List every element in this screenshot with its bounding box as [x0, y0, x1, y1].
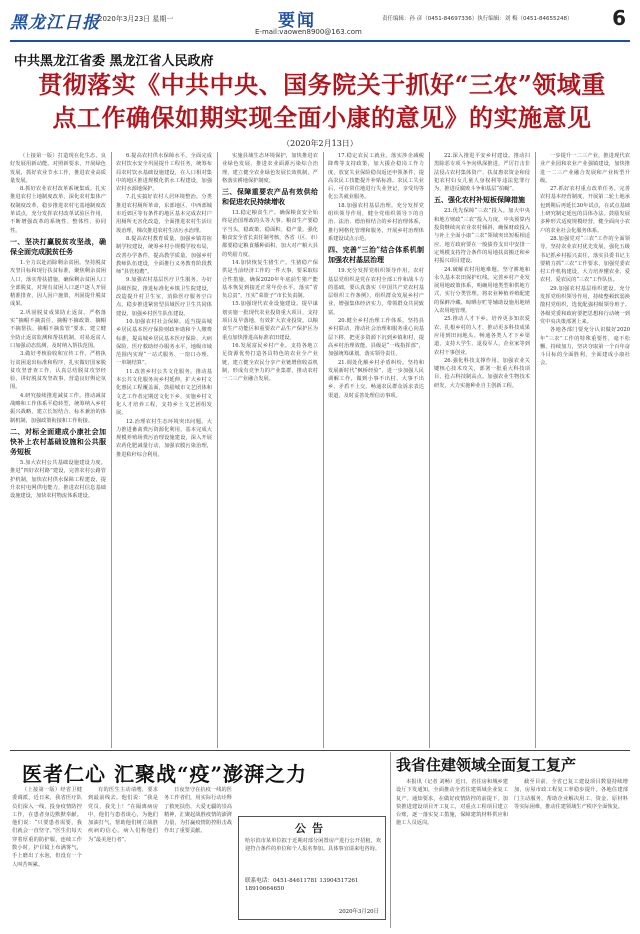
- article-paragraph: 20.健全乡村治理工作体系。坚持县乡村联动，推动社会治理和服务重心向基层下移，把更多资源下沉到乡镇和村，提高乡村治理效能。县级是“一线指挥部”，加强统筹谋划，落实领导责任。: [328, 318, 424, 358]
- article-paragraph: 11.改善乡村公共文化服务。推动基本公共文化服务向乡村延伸，扩大乡村文化惠民工程覆盖面，鼓励城市文艺团体和文艺工作者定期送文化下乡，实施乡村文化人才培养工程，支持乡土文艺团组发展。: [116, 368, 212, 417]
- column-divider: [111, 152, 112, 748]
- article-body: [10, 152, 630, 748]
- story2-headline: 我省住建领域全面复工复产: [396, 756, 577, 774]
- masthead-rule: [10, 40, 630, 42]
- article-paragraph: 12.治理农村生态环境突出问题。大力推进畜禽粪污资源化利用，基本完成大规模养殖场粪污治理设施建设，深入开展农药化肥减量行动，加强农膜污染治理，推进秸秆综合利用。: [116, 418, 212, 458]
- article-subheading: 五、强化农村补短板保障措施: [434, 195, 525, 205]
- story1-column-c: 日夜坚守在抗疫一线的医务工作者们，用实际行动诠释了救死扶伤、大爱无疆的崇高精神，汇聚起战胜疫情的澎湃力量，为打赢疫情防控阻击战作出了重要贡献。: [164, 787, 232, 835]
- article-column-4: [328, 152, 424, 748]
- column-divider: [323, 152, 324, 748]
- section-divider: [10, 750, 630, 751]
- article-paragraph: 9.加强农村基层医疗卫生服务。办好县级医院，推进标准化乡镇卫生院建设，改造提升村卫生室，消除医疗服务空白点。稳步推进紧密型县域医疗卫生共同体建设，加强乡村医生队伍建设。: [116, 277, 212, 317]
- column-divider: [390, 752, 391, 928]
- issue-date: 2020年3月23日 星期一: [98, 15, 174, 23]
- story1-column-b: 有的医生主动请缨，要求到最前线去。他们说：“我是党员，我先上！”在隔离病房中，他们与患者谈心，为他们加油打气，帮助他们树立战胜疾病的信心。病人们称他们为“最美逆行者”。: [88, 787, 158, 843]
- story1-headline: 医者仁心 汇聚战“疫”澎湃之力: [22, 762, 307, 786]
- article-paragraph: 实施县域生态环境保护，加快推进农业绿色发展，推进农业面源污染综合治理，建立健全农业绿色发展长效机制，严格落实耕地保护制度。: [222, 153, 318, 184]
- section-email: E-mail:vaowen8900@163.com: [255, 28, 362, 36]
- story2-column-b: 截至目前，全省已复工建设项目数量持续增加，房屋市政工程复工率稳步提升。各地住建部门主动服务，帮助企业解决用工、资金、原材料等实际困难，推动住建领域生产秩序全面恢复。: [514, 779, 628, 810]
- article-paragraph: 29.加强农村基层组织建设。充分发挥党组织领导作用，持续整顿软弱涣散村党组织，选优配强村级领导班子。各级党委和政府要把思想和行动统一到党中央决策部署上来。: [540, 285, 630, 325]
- article-paragraph: 8.提高农村教育质量。加强乡镇寄宿制学校建设，统筹乡村小规模学校布局，改善办学条件，提高教学质量。加强乡村教师队伍建设，全面推行义务教育阶段教师“县管校聘”。: [116, 235, 212, 276]
- article-paragraph: 21.调处化解乡村矛盾纠纷。坚持和发展新时代“枫桥经验”，进一步加强人民调解工作，做到小事不出村、大事不出乡、矛盾不上交。畅通农民群众诉求表达渠道，及时妥善处理信访事项。: [328, 359, 424, 399]
- story2-column-a: 本报讯（记者 刘畅）近日，省住房和城乡建设厅下发通知，全面推动全省住建领域企业复工复产。通知要求，在做好疫情防控的前提下，加快推进建设项目开工复工，对重点工程项目建立台账，逐一落实复工措施，保障建筑材料供应和施工人员返岗。: [396, 779, 508, 827]
- article-paragraph: 13.稳定粮食生产。确保粮食安全始终是治国理政的头等大事。粮食生产要稳字当头，稳政策、稳面积、稳产量。强化粮食安全省长责任制考核，各省（区、市）都要稳定粮食播种面积，加大对产粮大县的奖励力度。: [222, 210, 318, 258]
- article-paragraph: 22.深入推进平安乡村建设。推动扫黑除恶专项斗争向纵深推进，严厉打击非法侵占农村集体资产、扶贫惠农资金和侵犯农村妇女儿童人身权利等违法犯罪行为，推进反腐败斗争和基层“拍蝇”。: [434, 153, 530, 193]
- notice-body: 哈尔滨市某单位拟于近期对部分闲置房产进行公开招租，欢迎符合条件的单位和个人报名参加。具体事宜请来电咨询。: [245, 838, 381, 852]
- article-subheading: 三、保障重要农产品有效供给和促进农民持续增收: [222, 187, 318, 207]
- article-subheading: 一、坚决打赢脱贫攻坚战，确保全面完成脱贫任务: [10, 236, 106, 256]
- column-divider: [535, 152, 536, 748]
- article-paragraph: 18.加强农村基层治理。充分发挥党组织领导作用，健全党组织领导下的自治、法治、德治相结合的乡村治理体系，推行网格化管理和服务，开展乡村治理体系建设试点示范。: [328, 202, 424, 242]
- article-paragraph: 16.发展富民乡村产业。支持各地立足资源优势打造各具特色的农业全产业链，建立健全农民分享产业链增值收益机制，形成有竞争力的产业集群，推动农村一二三产业融合发展。: [222, 342, 318, 383]
- notice-phone: 联系电话：0451-84611781 13904517261 18910664650: [245, 878, 359, 892]
- newspaper-logo: 黑龙江日报: [10, 13, 100, 33]
- article-column-5: [434, 152, 530, 748]
- article-date-line: （2020年2月13日）: [282, 139, 358, 148]
- article-paragraph: 10.加强农村社会保障。适当提高城乡居民基本医疗保险财政补助和个人缴费标准，提高城乡居民基本医疗保险、大病保险、医疗救助经办服务水平，地级市域范围内实现“一站式服务、一窗口办理、一单制结算”。: [116, 318, 212, 367]
- article-paragraph: 17.稳定农民工就业。落实涉企减税降费等支持政策，加大援企稳岗工作力度，放宽失业保险稳岗返还申领条件，提高农民工技能提升补贴标准。农民工失业后，可在常住地进行失业登记，享受均等化公共就业服务。: [328, 153, 424, 201]
- article-paragraph: 一步提升一二三产业，推进现代农业产业园和农业产业强镇建设，加快推进一二三产业融合发展和产业转型升级。: [540, 153, 630, 184]
- article-column-3: [222, 152, 318, 748]
- story1-column-a: （上接第一版）经省卫健委调派，近日来，我省医疗队员们深入一线，投身疫情防控工作，在患者身边默默奉献。他们说：“只要患者需要，我们就会一直坚守。”医生们每天穿着厚重的防护服，连续工作数小时，护目镜上布满雾气，手上磨出了水泡，但没有一个人叫苦叫累。: [12, 787, 82, 868]
- article-column-1: [10, 152, 106, 748]
- editors-line: 责任编辑：孙 彦（0451-84697336）执行编辑：刘 梅（0451-84655248）: [382, 16, 573, 22]
- article-subheading: 四、完善“三治”结合体系机制加强农村基层治理: [328, 245, 424, 265]
- article-paragraph: 23.优先保障“三农”投入。加大中央和地方财政“三农”投入力度，中央预算内投资继续向农业农村倾斜，确保财政投入与补上全面小康“三农”领域突出短板相适应。地方政府要在一般债券支出中安排一定规模支持符合条件的易地扶贫搬迁和乡村振兴项目建设。: [434, 208, 530, 265]
- article-headline: 贯彻落实《中共中央、国务院关于抓好“三农”领域重点工作确保如期实现全面小康的意见》的实施意见: [38, 70, 606, 132]
- article-paragraph: 24.破解农村用地难题。坚守耕地和永久基本农田保护红线。完善乡村产业发展用地政策体系，明确用地类型和供地方式，实行分类管理。将农业种植养殖配建的保鲜冷藏、晾晒存贮等辅助设施用地纳入农用地管理。: [434, 266, 530, 315]
- article-paragraph: 4.研究接续推进减贫工作。推动减贫战略和工作体系平稳转型，统筹纳入乡村振兴战略，建立长短结合、标本兼治的体制机制，加强政策衔接和工作衔接。: [10, 392, 106, 424]
- notice-date: 2020年3月20日: [338, 909, 379, 915]
- page-number: 6: [612, 6, 626, 30]
- article-column-6: [540, 152, 630, 748]
- article-paragraph: 2.巩固脱贫成果防止返贫。严格落实“摘帽不摘责任、摘帽不摘政策、摘帽不摘帮扶、摘帽不摘监管”要求，建立健全防止返贫监测和帮扶机制，对易返贫人口加强动态监测，及时纳入帮扶范围。: [10, 309, 106, 349]
- article-paragraph: 28.加强党对“三农”工作的全面领导。坚持农业农村优先发展，强化五级书记抓乡村振兴责任，落实县委书记主要精力抓“三农”工作要求，加强党委农村工作机构建设，大力培养懂农业、爱农村、爱农民的“三农”工作队伍。: [540, 235, 630, 284]
- article-paragraph: 27.抓好农村重点改革任务。完善农村基本经营制度，开展第二轮土地承包到期后再延长30年试点，在试点基础上研究制定延包的具体办法。鼓励发展多种形式适度规模经营，健全面向小农户的农业社会化服务体系。: [540, 186, 630, 234]
- article-paragraph: 1.全力以赴消除剩余贫困。坚持脱贫攻坚目标和现行扶贫标准，聚焦剩余贫困人口，落实帮扶措施，确保剩余贫困人口全部脱贫。对现有贫困人口逐户逐人开展精准排查，因人因户施策，巩固提升脱贫成果。: [10, 259, 106, 308]
- article-paragraph: 15.加强现代农业设施建设。提早谋划实施一批现代农业投资重大项目，支持项目及早落地，有效扩大农业投资。以粮食生产功能区和重要农产品生产保护区为重点加快推进高标准农田建设。: [222, 301, 318, 341]
- article-paragraph: 19.充分发挥党组织领导作用。农村基层党组织是党在农村全部工作和战斗力的基础，要认真落实《中国共产党农村基层组织工作条例》，组织群众发展乡村产业，增强集体经济实力，带领群众共同致富。: [328, 268, 424, 316]
- article-paragraph: 6.提高农村供水保障水平。全面完成农村饮水安全巩固提升工程任务，统筹布局农村饮水基础设施建设，在人口相对集中的地区推进规模化供水工程建设，加强农村水源地保护。: [116, 153, 212, 193]
- article-paragraph: 14.加快恢复生猪生产。生猪稳产保供是当前经济工作的一件大事，要采取综合性措施，确保2020年年底前生猪产能基本恢复到接近正常年份水平。落实“省负总责”，压实“菜篮子”市长负责制。: [222, 259, 318, 300]
- column-divider: [429, 152, 430, 748]
- article-paragraph: （上接第一版）打造现在化生态，良好发展用新动能。对照新要求，开展绿色发展，抓好农业节水工作，推进农业高质量发展。: [10, 153, 106, 184]
- article-subheading: 二、对标全面建成小康社会加快补上农村基础设施和公共服务短板: [10, 426, 106, 456]
- article-paragraph: 3.做好考核验收和宣传工作。严格执行贫困退出标准和程序，扎实做好国家脱贫攻坚普查工作，认真总结脱贫攻坚经验，讲好脱贫攻坚故事，营造良好舆论氛围。: [10, 351, 106, 391]
- column-divider: [217, 152, 218, 748]
- article-paragraph: 5.加大农村公共基础设施建设力度。推进“四好农村路”建设，完善农村公路管护机制，加快农村供水保障工程建设，提升农村电网供电能力，推进农村信息基础设施建设，加快农村物流体系建设。: [10, 459, 106, 500]
- article-paragraph: 25.推动人才下乡。培养更多知农爱农、扎根乡村的人才，推动更多科技成果应用到田间地头。畅通各类人才下乡渠道，支持大学生、退役军人、企业家等到农村干事创业。: [434, 316, 530, 356]
- article-paragraph: 26.强化科技支撑作用。加强农业关键核心技术攻关，部署一批重大科技项目，抢占科技制高点。加强农业生物技术研发，大力实施种业自主创新工程。: [434, 357, 530, 389]
- article-kicker: 中共黑龙江省委 黑龙江省人民政府: [14, 54, 214, 69]
- notice-title: 公告: [295, 822, 329, 835]
- notice-box: [238, 816, 386, 920]
- article-paragraph: 7.扎实搞好农村人居环境整治。分类推进农村厕所革命，东部地区、中西部城市近郊区等有条件的地区基本完成农村户用厕所无害化改造，全面推进农村生活垃圾治理，梯次推进农村生活污水治理。: [116, 194, 212, 234]
- article-paragraph: 各地各部门要充分认识做好2020年“三农”工作的特殊重要性，毫不松懈，持续加力，坚决夺取第一个百年奋斗目标的全面胜利，全面建成小康社会。: [540, 327, 630, 367]
- article-column-2: [116, 152, 212, 748]
- masthead: [10, 6, 630, 40]
- section-title: 要闻: [278, 11, 316, 31]
- article-paragraph: 8.抓好农业农村改革系统集成。扎实推进农村土地制度改革，深化农村集体产权制度改革，稳步推进农村宅基地制度改革试点，充分发挥农村改革试验区作用，不断增强改革的系统性、整体性、协同性。: [10, 186, 106, 234]
